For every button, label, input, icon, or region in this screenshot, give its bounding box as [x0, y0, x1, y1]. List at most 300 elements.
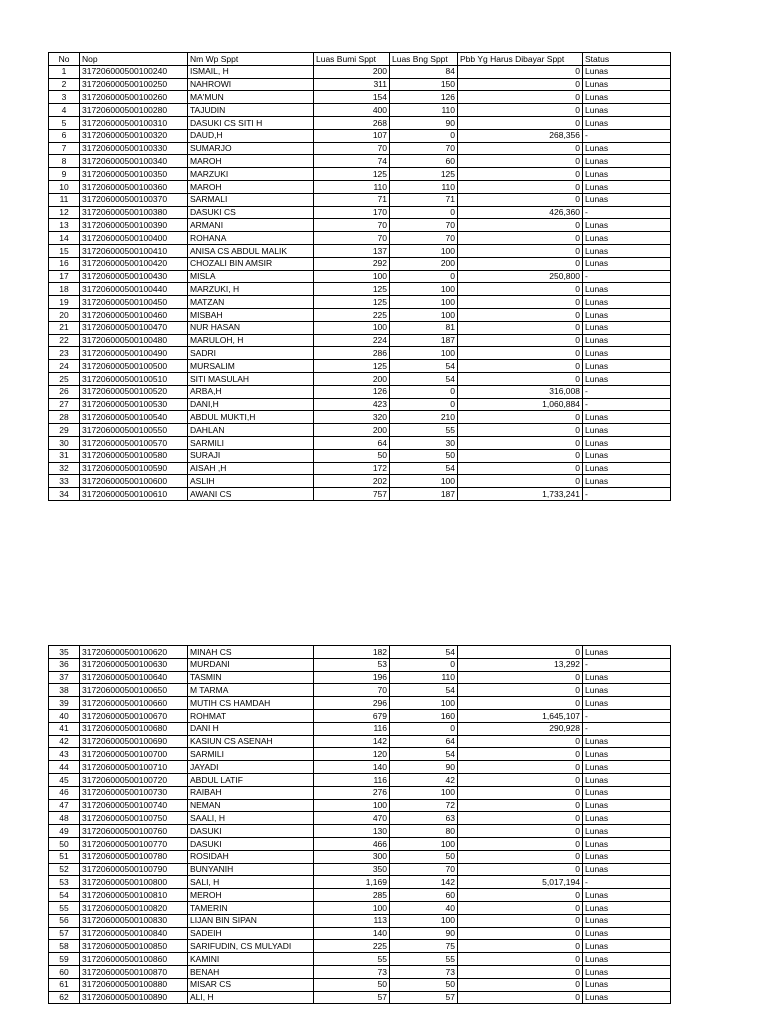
- cell-luas-bng: 54: [390, 372, 458, 385]
- cell-status: Lunas: [583, 940, 671, 953]
- cell-nop: 317206000500100580: [80, 449, 188, 462]
- cell-luas-bumi: 125: [314, 168, 390, 181]
- cell-luas-bng: 100: [390, 283, 458, 296]
- cell-luas-bng: 210: [390, 411, 458, 424]
- cell-nama: ASLIH: [188, 475, 314, 488]
- cell-luas-bng: 63: [390, 812, 458, 825]
- cell-nop: 317206000500100480: [80, 334, 188, 347]
- pbb-table-2: [48, 645, 671, 1004]
- cell-status: Lunas: [583, 953, 671, 966]
- cell-status: Lunas: [583, 825, 671, 838]
- cell-pbb: 0: [458, 863, 583, 876]
- cell-luas-bumi: 64: [314, 436, 390, 449]
- table-row: [49, 334, 671, 347]
- cell-status: Lunas: [583, 116, 671, 129]
- cell-luas-bumi: 100: [314, 270, 390, 283]
- cell-luas-bng: 70: [390, 219, 458, 232]
- cell-nama: NEMAN: [188, 799, 314, 812]
- table-row: [49, 825, 671, 838]
- cell-status: Lunas: [583, 257, 671, 270]
- table-row: [49, 671, 671, 684]
- cell-luas-bng: 187: [390, 334, 458, 347]
- table-row: [49, 104, 671, 117]
- cell-luas-bng: 200: [390, 257, 458, 270]
- cell-status: -: [583, 876, 671, 889]
- cell-luas-bumi: 400: [314, 104, 390, 117]
- cell-nama: BENAH: [188, 965, 314, 978]
- cell-luas-bumi: 73: [314, 965, 390, 978]
- cell-nama: ANISA CS ABDUL MALIK: [188, 244, 314, 257]
- cell-no: 49: [49, 825, 80, 838]
- cell-pbb: 268,356: [458, 129, 583, 142]
- cell-nop: 317206000500100800: [80, 876, 188, 889]
- cell-no: 30: [49, 436, 80, 449]
- cell-no: 39: [49, 697, 80, 710]
- cell-no: 15: [49, 244, 80, 257]
- cell-nop: 317206000500100490: [80, 347, 188, 360]
- cell-luas-bumi: 100: [314, 321, 390, 334]
- cell-luas-bumi: 679: [314, 709, 390, 722]
- cell-nama: SARIFUDIN, CS MULYADI: [188, 940, 314, 953]
- cell-luas-bumi: 125: [314, 360, 390, 373]
- cell-pbb: 0: [458, 475, 583, 488]
- cell-luas-bng: 84: [390, 65, 458, 78]
- cell-nop: 317206000500100750: [80, 812, 188, 825]
- cell-status: Lunas: [583, 78, 671, 91]
- table-row: [49, 786, 671, 799]
- cell-no: 8: [49, 155, 80, 168]
- cell-luas-bng: 60: [390, 155, 458, 168]
- cell-luas-bumi: 130: [314, 825, 390, 838]
- cell-pbb: 0: [458, 837, 583, 850]
- cell-status: Lunas: [583, 244, 671, 257]
- cell-nama: ISMAIL, H: [188, 65, 314, 78]
- cell-status: Lunas: [583, 449, 671, 462]
- cell-pbb: 0: [458, 812, 583, 825]
- cell-pbb: 0: [458, 799, 583, 812]
- cell-status: Lunas: [583, 308, 671, 321]
- table-row: [49, 462, 671, 475]
- cell-status: -: [583, 398, 671, 411]
- cell-no: 57: [49, 927, 80, 940]
- cell-nop: 317206000500100420: [80, 257, 188, 270]
- cell-luas-bng: 126: [390, 91, 458, 104]
- cell-status: Lunas: [583, 978, 671, 991]
- cell-luas-bumi: 196: [314, 671, 390, 684]
- cell-luas-bng: 40: [390, 901, 458, 914]
- cell-nop: 317206000500100280: [80, 104, 188, 117]
- cell-nop: 317206000500100440: [80, 283, 188, 296]
- table-row: [49, 78, 671, 91]
- cell-nama: ABDUL LATIF: [188, 773, 314, 786]
- cell-pbb: 0: [458, 697, 583, 710]
- cell-no: 27: [49, 398, 80, 411]
- cell-no: 29: [49, 424, 80, 437]
- cell-no: 2: [49, 78, 80, 91]
- cell-nop: 317206000500100860: [80, 953, 188, 966]
- cell-luas-bng: 0: [390, 722, 458, 735]
- cell-nama: ALI, H: [188, 991, 314, 1004]
- cell-nop: 317206000500100790: [80, 863, 188, 876]
- cell-pbb: 316,008: [458, 385, 583, 398]
- cell-no: 11: [49, 193, 80, 206]
- table-row: [49, 360, 671, 373]
- table-row: [49, 296, 671, 309]
- cell-luas-bumi: 107: [314, 129, 390, 142]
- cell-status: Lunas: [583, 773, 671, 786]
- cell-luas-bng: 50: [390, 978, 458, 991]
- cell-pbb: 0: [458, 296, 583, 309]
- cell-luas-bumi: 170: [314, 206, 390, 219]
- cell-luas-bng: 54: [390, 684, 458, 697]
- cell-luas-bng: 0: [390, 658, 458, 671]
- cell-luas-bumi: 350: [314, 863, 390, 876]
- cell-no: 61: [49, 978, 80, 991]
- cell-nama: DASUKI: [188, 825, 314, 838]
- cell-nama: MAROH: [188, 155, 314, 168]
- cell-pbb: 0: [458, 889, 583, 902]
- cell-luas-bng: 100: [390, 296, 458, 309]
- cell-pbb: 0: [458, 219, 583, 232]
- cell-nop: 317206000500100450: [80, 296, 188, 309]
- cell-nop: 317206000500100540: [80, 411, 188, 424]
- cell-status: Lunas: [583, 180, 671, 193]
- cell-luas-bumi: 140: [314, 761, 390, 774]
- cell-nama: SARMILI: [188, 436, 314, 449]
- cell-luas-bng: 50: [390, 449, 458, 462]
- cell-nama: DAHLAN: [188, 424, 314, 437]
- table-row: [49, 398, 671, 411]
- cell-nama: TAJUDIN: [188, 104, 314, 117]
- cell-pbb: 0: [458, 953, 583, 966]
- cell-luas-bumi: 292: [314, 257, 390, 270]
- cell-luas-bumi: 285: [314, 889, 390, 902]
- cell-no: 21: [49, 321, 80, 334]
- cell-luas-bumi: 757: [314, 488, 390, 501]
- cell-nop: 317206000500100680: [80, 722, 188, 735]
- cell-nop: 317206000500100430: [80, 270, 188, 283]
- cell-no: 9: [49, 168, 80, 181]
- cell-luas-bng: 100: [390, 914, 458, 927]
- cell-luas-bumi: 110: [314, 180, 390, 193]
- table-row: [49, 180, 671, 193]
- cell-pbb: 0: [458, 940, 583, 953]
- cell-no: 5: [49, 116, 80, 129]
- cell-nama: MATZAN: [188, 296, 314, 309]
- cell-no: 59: [49, 953, 80, 966]
- cell-nop: 317206000500100610: [80, 488, 188, 501]
- cell-no: 13: [49, 219, 80, 232]
- cell-nama: MAROH: [188, 180, 314, 193]
- header-luas-bng: Luas Bng Sppt: [390, 53, 458, 66]
- cell-nop: 317206000500100690: [80, 735, 188, 748]
- cell-no: 58: [49, 940, 80, 953]
- cell-nama: SITI MASULAH: [188, 372, 314, 385]
- cell-no: 40: [49, 709, 80, 722]
- cell-nama: SUMARJO: [188, 142, 314, 155]
- table-row: [49, 927, 671, 940]
- table-row: [49, 991, 671, 1004]
- cell-status: Lunas: [583, 372, 671, 385]
- cell-pbb: 0: [458, 104, 583, 117]
- cell-status: Lunas: [583, 748, 671, 761]
- cell-luas-bng: 160: [390, 709, 458, 722]
- cell-nop: 317206000500100740: [80, 799, 188, 812]
- table-row: [49, 850, 671, 863]
- cell-nama: AISAH ,H: [188, 462, 314, 475]
- cell-no: 56: [49, 914, 80, 927]
- cell-luas-bumi: 142: [314, 735, 390, 748]
- table-row: [49, 116, 671, 129]
- cell-no: 38: [49, 684, 80, 697]
- cell-nop: 317206000500100400: [80, 232, 188, 245]
- cell-nama: NUR HASAN: [188, 321, 314, 334]
- cell-nop: 317206000500100760: [80, 825, 188, 838]
- cell-luas-bng: 110: [390, 180, 458, 193]
- cell-nama: SARMALI: [188, 193, 314, 206]
- cell-luas-bng: 100: [390, 308, 458, 321]
- header-pbb: Pbb Yg Harus Dibayar Sppt: [458, 53, 583, 66]
- cell-luas-bumi: 50: [314, 978, 390, 991]
- cell-pbb: 0: [458, 914, 583, 927]
- cell-luas-bumi: 200: [314, 65, 390, 78]
- cell-pbb: 0: [458, 347, 583, 360]
- cell-pbb: 0: [458, 334, 583, 347]
- cell-pbb: 250,800: [458, 270, 583, 283]
- table-row: [49, 257, 671, 270]
- cell-luas-bumi: 70: [314, 684, 390, 697]
- cell-pbb: 0: [458, 901, 583, 914]
- cell-status: Lunas: [583, 219, 671, 232]
- cell-no: 12: [49, 206, 80, 219]
- cell-nop: 317206000500100890: [80, 991, 188, 1004]
- cell-pbb: 0: [458, 671, 583, 684]
- cell-luas-bng: 125: [390, 168, 458, 181]
- cell-luas-bng: 54: [390, 360, 458, 373]
- table-row: [49, 449, 671, 462]
- cell-luas-bumi: 70: [314, 219, 390, 232]
- cell-status: Lunas: [583, 475, 671, 488]
- cell-no: 20: [49, 308, 80, 321]
- cell-no: 19: [49, 296, 80, 309]
- cell-no: 16: [49, 257, 80, 270]
- cell-luas-bng: 150: [390, 78, 458, 91]
- table-row: [49, 684, 671, 697]
- cell-no: 54: [49, 889, 80, 902]
- cell-luas-bumi: 71: [314, 193, 390, 206]
- cell-no: 51: [49, 850, 80, 863]
- table-row: [49, 722, 671, 735]
- cell-nop: 317206000500100260: [80, 91, 188, 104]
- cell-luas-bumi: 1,169: [314, 876, 390, 889]
- table-row: [49, 978, 671, 991]
- cell-nop: 317206000500100850: [80, 940, 188, 953]
- cell-luas-bng: 142: [390, 876, 458, 889]
- cell-pbb: 0: [458, 786, 583, 799]
- cell-status: -: [583, 709, 671, 722]
- cell-status: Lunas: [583, 799, 671, 812]
- cell-status: Lunas: [583, 863, 671, 876]
- cell-pbb: 290,928: [458, 722, 583, 735]
- cell-luas-bng: 55: [390, 953, 458, 966]
- cell-pbb: 0: [458, 965, 583, 978]
- cell-nop: 317206000500100520: [80, 385, 188, 398]
- table-row: [49, 799, 671, 812]
- cell-status: Lunas: [583, 812, 671, 825]
- cell-luas-bumi: 200: [314, 372, 390, 385]
- cell-no: 60: [49, 965, 80, 978]
- cell-no: 31: [49, 449, 80, 462]
- cell-status: -: [583, 658, 671, 671]
- cell-status: Lunas: [583, 232, 671, 245]
- cell-no: 3: [49, 91, 80, 104]
- cell-status: Lunas: [583, 991, 671, 1004]
- header-no: No: [49, 53, 80, 66]
- table-row: [49, 735, 671, 748]
- cell-luas-bng: 90: [390, 927, 458, 940]
- cell-status: Lunas: [583, 424, 671, 437]
- cell-pbb: 0: [458, 180, 583, 193]
- cell-nama: ARBA,H: [188, 385, 314, 398]
- cell-pbb: 0: [458, 449, 583, 462]
- cell-luas-bumi: 120: [314, 748, 390, 761]
- cell-status: Lunas: [583, 411, 671, 424]
- cell-luas-bumi: 70: [314, 142, 390, 155]
- cell-pbb: 0: [458, 748, 583, 761]
- table-row: [49, 436, 671, 449]
- cell-luas-bumi: 74: [314, 155, 390, 168]
- cell-luas-bng: 100: [390, 475, 458, 488]
- cell-status: Lunas: [583, 91, 671, 104]
- cell-no: 46: [49, 786, 80, 799]
- cell-nop: 317206000500100630: [80, 658, 188, 671]
- cell-no: 10: [49, 180, 80, 193]
- cell-nama: MARZUKI, H: [188, 283, 314, 296]
- table-row: [49, 953, 671, 966]
- cell-status: Lunas: [583, 735, 671, 748]
- cell-luas-bumi: 126: [314, 385, 390, 398]
- cell-luas-bng: 54: [390, 646, 458, 659]
- cell-nop: 317206000500100500: [80, 360, 188, 373]
- cell-luas-bng: 187: [390, 488, 458, 501]
- cell-nop: 317206000500100640: [80, 671, 188, 684]
- table-row: [49, 65, 671, 78]
- cell-nama: M TARMA: [188, 684, 314, 697]
- cell-nop: 317206000500100350: [80, 168, 188, 181]
- cell-luas-bumi: 125: [314, 283, 390, 296]
- header-nama: Nm Wp Sppt: [188, 53, 314, 66]
- cell-nama: MA'MUN: [188, 91, 314, 104]
- cell-no: 35: [49, 646, 80, 659]
- cell-luas-bng: 55: [390, 424, 458, 437]
- cell-pbb: 0: [458, 65, 583, 78]
- cell-pbb: 0: [458, 825, 583, 838]
- cell-nop: 317206000500100720: [80, 773, 188, 786]
- cell-no: 47: [49, 799, 80, 812]
- cell-pbb: 0: [458, 78, 583, 91]
- cell-luas-bng: 30: [390, 436, 458, 449]
- cell-nop: 317206000500100330: [80, 142, 188, 155]
- cell-nop: 317206000500100620: [80, 646, 188, 659]
- cell-nama: SARMILI: [188, 748, 314, 761]
- cell-nama: MURDANI: [188, 658, 314, 671]
- cell-no: 45: [49, 773, 80, 786]
- table-row: [49, 914, 671, 927]
- cell-luas-bumi: 466: [314, 837, 390, 850]
- cell-nama: DASUKI: [188, 837, 314, 850]
- table-row: [49, 940, 671, 953]
- cell-no: 18: [49, 283, 80, 296]
- cell-luas-bumi: 50: [314, 449, 390, 462]
- table-row: [49, 168, 671, 181]
- cell-luas-bng: 0: [390, 270, 458, 283]
- cell-status: Lunas: [583, 671, 671, 684]
- cell-pbb: 0: [458, 684, 583, 697]
- cell-luas-bumi: 116: [314, 722, 390, 735]
- cell-pbb: 0: [458, 372, 583, 385]
- cell-status: Lunas: [583, 436, 671, 449]
- cell-no: 43: [49, 748, 80, 761]
- cell-no: 36: [49, 658, 80, 671]
- cell-status: Lunas: [583, 321, 671, 334]
- cell-pbb: 1,733,241: [458, 488, 583, 501]
- cell-nama: MISBAH: [188, 308, 314, 321]
- cell-status: Lunas: [583, 965, 671, 978]
- cell-luas-bumi: 125: [314, 296, 390, 309]
- cell-nama: TASMIN: [188, 671, 314, 684]
- cell-luas-bumi: 100: [314, 901, 390, 914]
- cell-pbb: 0: [458, 308, 583, 321]
- cell-nop: 317206000500100600: [80, 475, 188, 488]
- cell-pbb: 0: [458, 193, 583, 206]
- cell-no: 23: [49, 347, 80, 360]
- cell-no: 1: [49, 65, 80, 78]
- cell-pbb: 0: [458, 978, 583, 991]
- cell-pbb: 0: [458, 155, 583, 168]
- cell-nama: MISLA: [188, 270, 314, 283]
- cell-nama: RAIBAH: [188, 786, 314, 799]
- cell-pbb: 0: [458, 436, 583, 449]
- cell-status: Lunas: [583, 104, 671, 117]
- cell-pbb: 0: [458, 232, 583, 245]
- cell-luas-bng: 54: [390, 462, 458, 475]
- table-row: [49, 761, 671, 774]
- cell-luas-bng: 90: [390, 116, 458, 129]
- cell-nama: DANI,H: [188, 398, 314, 411]
- cell-nop: 317206000500100810: [80, 889, 188, 902]
- table-row: [49, 270, 671, 283]
- table-row: [49, 321, 671, 334]
- cell-nama: CHOZALI BIN AMSIR: [188, 257, 314, 270]
- cell-luas-bng: 0: [390, 385, 458, 398]
- cell-pbb: 0: [458, 991, 583, 1004]
- table-row: [49, 475, 671, 488]
- cell-no: 14: [49, 232, 80, 245]
- cell-nama: DAUD,H: [188, 129, 314, 142]
- cell-nop: 317206000500100250: [80, 78, 188, 91]
- cell-nop: 317206000500100550: [80, 424, 188, 437]
- cell-no: 42: [49, 735, 80, 748]
- cell-nama: MUTIH CS HAMDAH: [188, 697, 314, 710]
- table-row: [49, 283, 671, 296]
- cell-no: 62: [49, 991, 80, 1004]
- cell-status: -: [583, 488, 671, 501]
- cell-pbb: 0: [458, 850, 583, 863]
- cell-nop: 317206000500100340: [80, 155, 188, 168]
- cell-no: 26: [49, 385, 80, 398]
- cell-nop: 317206000500100370: [80, 193, 188, 206]
- cell-pbb: 0: [458, 411, 583, 424]
